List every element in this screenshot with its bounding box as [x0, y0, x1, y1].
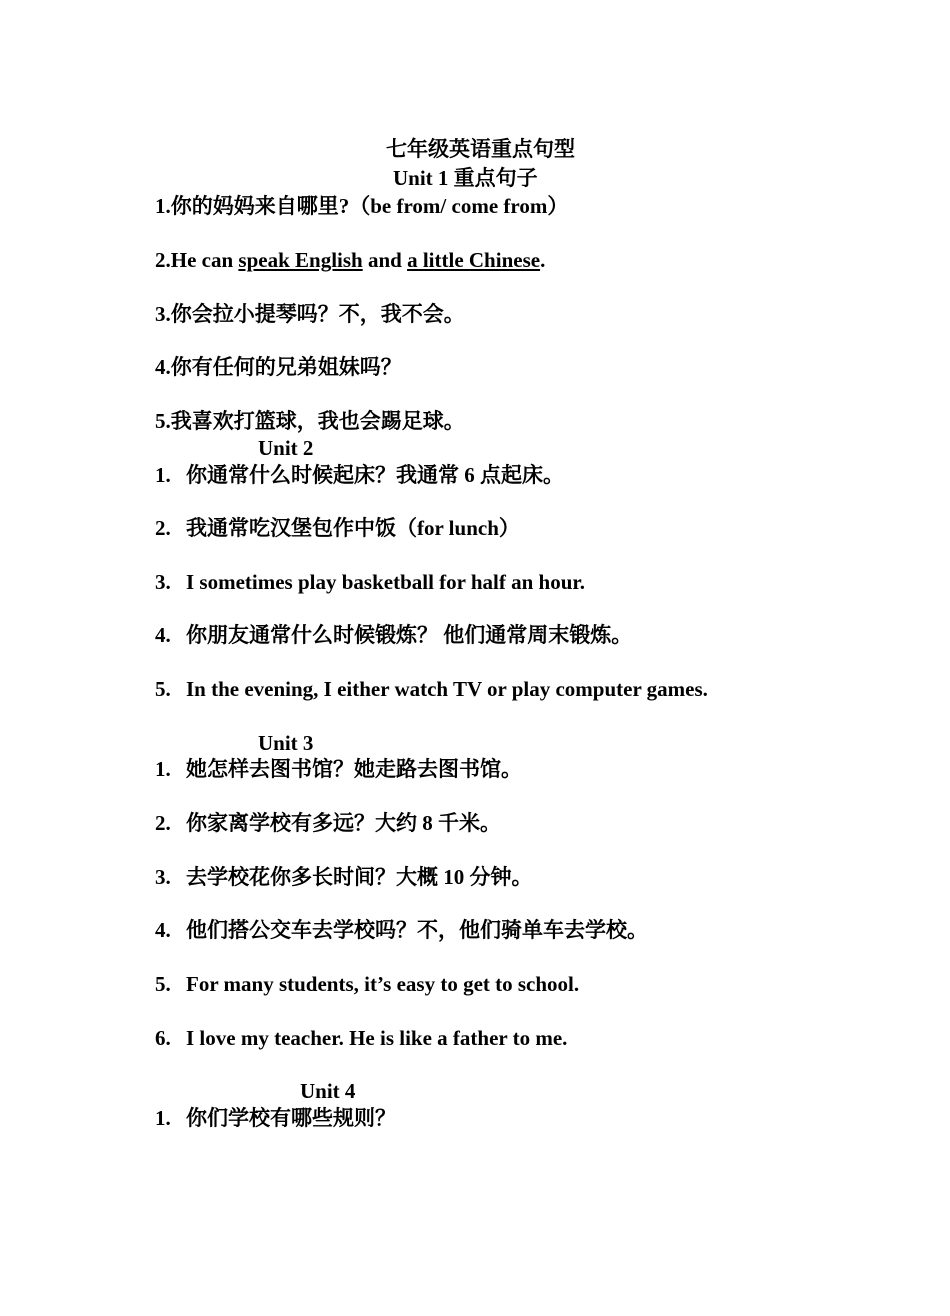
- unit-3-item-4: [155, 916, 648, 944]
- item-number: 1.: [155, 463, 171, 487]
- item-text: 你朋友通常什么时候锻炼？ 他们通常周末锻炼。: [186, 623, 633, 647]
- unit-3-heading: Unit 3: [258, 731, 314, 755]
- item-text: 你们学校有哪些规则？: [186, 1106, 396, 1130]
- document-title: 七年级英语重点句型: [386, 137, 575, 161]
- item-text: 他们搭公交车去学校吗？不，他们骑单车去学校。: [186, 918, 648, 942]
- unit-1-heading: Unit 1 重点句子: [393, 166, 538, 190]
- item-number: 4.: [155, 918, 171, 942]
- unit-3-item-1: [155, 755, 522, 783]
- unit-4-item-1: [155, 1104, 396, 1132]
- item-number: 3.: [155, 865, 171, 889]
- unit-1-item-5: 5.我喜欢打篮球，我也会踢足球。: [155, 409, 465, 433]
- item-text: I love my teacher. He is like a father to me.: [186, 1026, 568, 1050]
- unit-1-item-2: [155, 246, 545, 274]
- unit-3-item-6: [155, 1024, 567, 1052]
- unit-1-item-4: 4.你有任何的兄弟姐妹吗？: [155, 355, 402, 379]
- item-number: 6.: [155, 1026, 171, 1050]
- item-text: 你通常什么时候起床？我通常 6 点起床。: [186, 463, 564, 487]
- item-number: 2.: [155, 516, 171, 540]
- item-text: I sometimes play basketball for half an hour.: [186, 570, 586, 594]
- item-number: 4.: [155, 623, 171, 647]
- item-number: 2.: [155, 811, 171, 835]
- item-text: 我通常吃汉堡包作中饭（for lunch）: [186, 516, 520, 540]
- item-2-suffix: .: [540, 248, 546, 272]
- item-text: 你家离学校有多远？大约 8 千米。: [186, 811, 501, 835]
- item-text: 去学校花你多长时间？大概 10 分钟。: [186, 865, 533, 889]
- item-number: 3.: [155, 570, 171, 594]
- unit-2-item-1: [155, 461, 564, 489]
- item-2-middle: and: [362, 248, 408, 272]
- item-text: For many students, it’s easy to get to school.: [186, 972, 580, 996]
- unit-1-item-3: 3.你会拉小提琴吗？不，我不会。: [155, 302, 465, 326]
- unit-3-item-5: [155, 970, 579, 998]
- unit-2-heading: Unit 2: [258, 436, 314, 460]
- unit-1-item-1: 1.你的妈妈来自哪里?（be from/ come from）: [155, 194, 569, 218]
- unit-2-item-4: [155, 621, 632, 649]
- item-2-prefix: 2.He can: [155, 248, 239, 272]
- item-text: 她怎样去图书馆？她走路去图书馆。: [186, 757, 522, 781]
- unit-3-item-3: [155, 863, 533, 891]
- item-number: 1.: [155, 757, 171, 781]
- item-text: In the evening, I either watch TV or play computer games.: [186, 677, 708, 701]
- underlined-phrase-2: a little Chinese: [407, 248, 541, 272]
- item-number: 1.: [155, 1106, 171, 1130]
- underlined-phrase-1: speak English: [238, 248, 363, 272]
- unit-2-item-5: [155, 675, 708, 703]
- unit-2-item-2: [155, 514, 520, 542]
- item-number: 5.: [155, 972, 171, 996]
- unit-2-item-3: [155, 568, 585, 596]
- unit-3-item-2: [155, 809, 501, 837]
- unit-4-heading: Unit 4: [300, 1079, 356, 1103]
- item-number: 5.: [155, 677, 171, 701]
